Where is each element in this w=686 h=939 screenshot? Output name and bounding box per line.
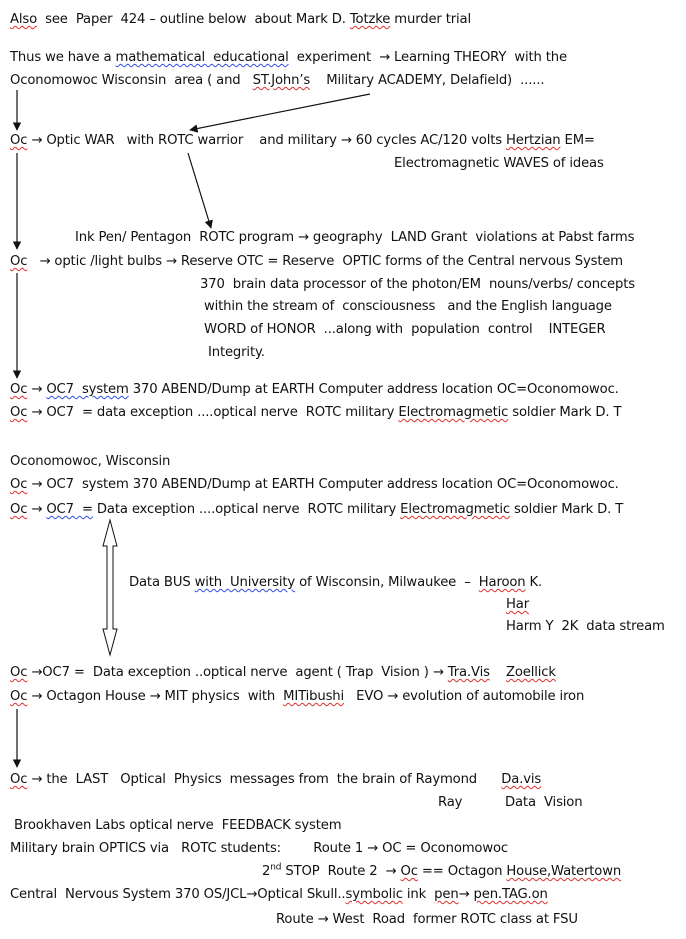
line-12: Oc → OC7 system 370 ABEND/Dump at EARTH Computer address location OC=Oconomowoc. [10,382,619,397]
line-4: Oc → Optic WAR with ROTC warrior and military → 60 cycles AC/120 volts Hertzian EM= [10,133,595,148]
line-13: Oc → OC7 = data exception ....optical nerve ROTC military Electromagmetic soldier Mark D. T [10,405,622,420]
line-3: Oconomowoc Wisconsin area ( and ST.John’s Military ACADEMY, Delafield) ...... [10,73,545,88]
line-11: Integrity. [208,345,265,360]
line-18: Har [506,597,529,612]
line-9: within the stream of consciousness and the English language [204,299,612,314]
line-28: Route → West Road former ROTC class at FSU [276,912,578,927]
line-16: Oc → OC7 = Data exception ....optical nerve ROTC military Electromagmetic soldier Mark D. T [10,502,624,517]
line-5: Electromagnetic WAVES of ideas [394,156,604,171]
line-25: Military brain OPTICS via ROTC students: Route 1 → OC = Oconomowoc [10,841,509,856]
line-14: Oconomowoc, Wisconsin [10,454,171,469]
line-7: Oc → optic /light bulbs → Reserve OTC = Reserve OPTIC forms of the Central nervous System [10,254,623,269]
line-17: Data BUS with University of Wisconsin, Milwaukee – Haroon K. [129,575,543,590]
line-6: Ink Pen/ Pentagon ROTC program → geography LAND Grant violations at Pabst farms [75,230,635,245]
line-26: 2nd STOP Route 2 → Oc == Octagon House,Watertown [262,862,622,879]
line-8: 370 brain data processor of the photon/EM nouns/verbs/ concepts [200,277,635,292]
line-21: Oc → Octagon House → MIT physics with MITibushi EVO → evolution of automobile iron [10,689,585,704]
line-10: WORD of HONOR ...along with population control INTEGER [204,322,606,337]
line-24: Brookhaven Labs optical nerve FEEDBACK system [14,818,342,833]
line-27: Central Nervous System 370 OS/JCL→Optical Skull..symbolic ink pen→ pen.TAG.on [10,887,548,902]
line-20: Oc →OC7 = Data exception ..optical nerve agent ( Trap Vision ) → Tra.Vis Zoellick [10,665,556,680]
line-1: Also see Paper 424 – outline below about Mark D. Totzke murder trial [10,12,471,27]
line-22: Oc → the LAST Optical Physics messages from the brain of Raymond Da.vis [10,772,542,787]
line-2: Thus we have a mathematical educational experiment → Learning THEORY with the [10,50,567,65]
line-23a: Ray [438,795,463,810]
arrow-diagonal-to-pentagon [188,153,211,228]
double-arrow-data-bus [103,520,117,655]
line-15: Oc → OC7 system 370 ABEND/Dump at EARTH Computer address location OC=Oconomowoc. [10,477,619,492]
line-19: Harm Y 2K data stream [506,619,665,634]
line-23b: Data Vision [505,795,583,810]
arrow-diagonal-to-rotc [190,94,370,130]
